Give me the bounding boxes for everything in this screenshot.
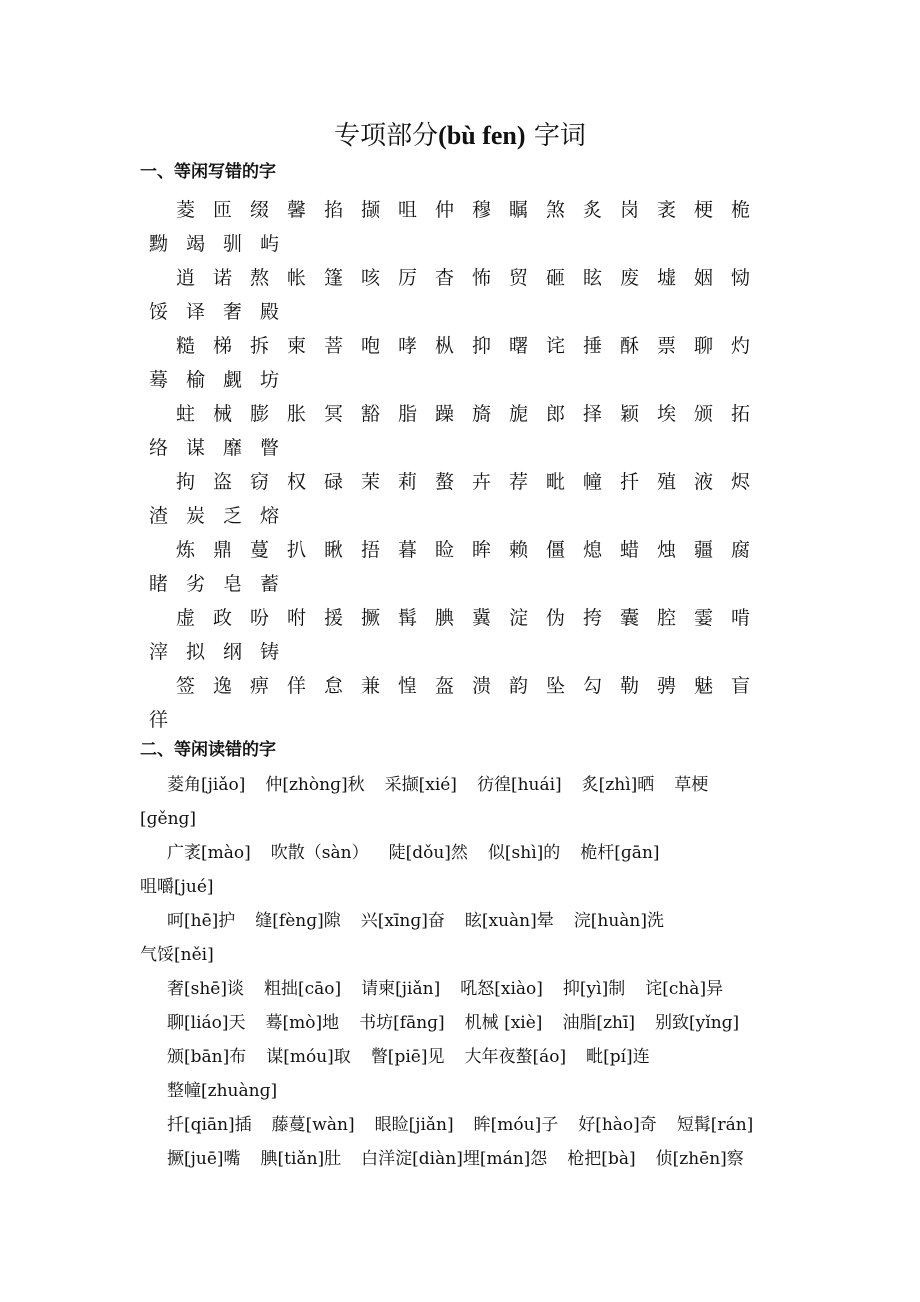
pinyin-item: 瞥[piē]见 bbox=[370, 1047, 445, 1067]
char-cell: 僵 bbox=[545, 539, 565, 561]
char-cell: 眩 bbox=[582, 267, 602, 289]
char-cell: 旎 bbox=[508, 403, 528, 425]
char-cell: 蓄 bbox=[259, 573, 279, 595]
char-cell: 莉 bbox=[397, 471, 417, 493]
char-cell: 脂 bbox=[397, 403, 417, 425]
char-cell: 铸 bbox=[259, 641, 279, 663]
char-cell: 拟 bbox=[185, 641, 205, 663]
pinyin-item: 缝[fènɡ]隙 bbox=[255, 911, 341, 931]
char-cell: 旖 bbox=[471, 403, 491, 425]
char-cell: 烬 bbox=[730, 471, 750, 493]
char-cell: 膨 bbox=[249, 403, 269, 425]
char-cell: 坊 bbox=[259, 369, 279, 391]
char-cell: 吩 bbox=[249, 607, 269, 629]
char-cell: 桅 bbox=[730, 199, 750, 221]
char-cell: 袤 bbox=[656, 199, 676, 221]
pinyin-item: 蓦[mò]地 bbox=[265, 1013, 340, 1033]
char-cell: 糙 bbox=[175, 335, 195, 357]
pinyin-item: 扦[qiān]插 bbox=[167, 1115, 252, 1135]
pinyin-item: 似[shì]的 bbox=[487, 843, 561, 863]
char-cell: 暮 bbox=[397, 539, 417, 561]
char-cell: 捂 bbox=[360, 539, 380, 561]
char-line bbox=[140, 635, 780, 669]
pinyin-item: 短髯[rán] bbox=[676, 1115, 754, 1135]
char-cell: 骋 bbox=[656, 675, 676, 697]
char-cell: 匝 bbox=[212, 199, 232, 221]
char-cell: 腆 bbox=[434, 607, 454, 629]
char-cell: 票 bbox=[656, 335, 676, 357]
char-cell: 啃 bbox=[730, 607, 750, 629]
char-line bbox=[140, 533, 780, 567]
char-cell: 厉 bbox=[397, 267, 417, 289]
char-cell: 炭 bbox=[185, 505, 205, 527]
char-line bbox=[140, 227, 780, 261]
char-cell: 虚 bbox=[175, 607, 195, 629]
char-cell: 谋 bbox=[185, 437, 205, 459]
pinyin-item: 奢[shē]谈 bbox=[167, 979, 244, 999]
pinyin-item: 吼怒[xiào] bbox=[460, 979, 543, 999]
pinyin-item: 白洋淀[diàn]埋[mán]怨 bbox=[361, 1149, 548, 1169]
char-cell: 诺 bbox=[212, 267, 232, 289]
char-cell: 皂 bbox=[222, 573, 242, 595]
pinyin-line bbox=[140, 1040, 790, 1074]
char-cell: 颖 bbox=[619, 403, 639, 425]
char-cell: 馁 bbox=[148, 301, 168, 323]
char-cell: 帐 bbox=[286, 267, 306, 289]
pinyin-item: 侦[zhēn]察 bbox=[655, 1149, 744, 1169]
char-line bbox=[140, 431, 780, 465]
char-cell: 拓 bbox=[730, 403, 750, 425]
pinyin-item: 兴[xīnɡ]奋 bbox=[360, 911, 445, 931]
char-cell: 窃 bbox=[249, 471, 269, 493]
char-cell: 卉 bbox=[471, 471, 491, 493]
page-title bbox=[0, 118, 920, 154]
char-cell: 蜡 bbox=[619, 539, 639, 561]
char-cell: 腐 bbox=[730, 539, 750, 561]
pinyin-item: 眩[xuàn]晕 bbox=[464, 911, 554, 931]
pinyin-item: 整幢[zhuànɡ] bbox=[167, 1081, 278, 1101]
char-cell: 菩 bbox=[323, 335, 343, 357]
pinyin-item: 草梗 bbox=[674, 775, 709, 795]
char-cell: 腔 bbox=[656, 607, 676, 629]
char-cell: 盲 bbox=[730, 675, 750, 697]
pinyin-item: [ɡěnɡ] bbox=[140, 809, 197, 829]
char-cell: 痹 bbox=[249, 675, 269, 697]
char-cell: 疆 bbox=[693, 539, 713, 561]
char-cell: 殿 bbox=[259, 301, 279, 323]
char-cell: 咐 bbox=[286, 607, 306, 629]
pinyin-line bbox=[140, 836, 790, 870]
pinyin-line bbox=[140, 1006, 790, 1040]
pinyin-item: 粗拙[cāo] bbox=[264, 979, 342, 999]
char-cell: 盗 bbox=[212, 471, 232, 493]
char-cell: 勾 bbox=[582, 675, 602, 697]
char-cell: 瞅 bbox=[323, 539, 343, 561]
char-cell: 驯 bbox=[222, 233, 242, 255]
section2-pinyin-list bbox=[140, 768, 790, 1176]
char-cell: 螯 bbox=[434, 471, 454, 493]
pinyin-item: 颁[bān]布 bbox=[167, 1047, 247, 1067]
char-cell: 撅 bbox=[360, 607, 380, 629]
pinyin-item: 油脂[zhī] bbox=[562, 1013, 636, 1033]
pinyin-item: 炙[zhì]晒 bbox=[581, 775, 655, 795]
char-cell: 觑 bbox=[222, 369, 242, 391]
char-cell: 熄 bbox=[582, 539, 602, 561]
char-cell: 烛 bbox=[656, 539, 676, 561]
char-cell: 兼 bbox=[360, 675, 380, 697]
pinyin-item: 桅杆[ɡān] bbox=[580, 843, 660, 863]
char-cell: 魅 bbox=[693, 675, 713, 697]
pinyin-item: 毗[pí]连 bbox=[586, 1047, 650, 1067]
char-cell: 仲 bbox=[434, 199, 454, 221]
char-cell: 靡 bbox=[222, 437, 242, 459]
pinyin-item: 吹散（sàn） bbox=[270, 843, 369, 863]
title-pinyin: (bù fen) bbox=[438, 121, 526, 150]
char-cell: 幢 bbox=[582, 471, 602, 493]
char-cell: 械 bbox=[212, 403, 232, 425]
pinyin-item: 书坊[fānɡ] bbox=[359, 1013, 445, 1033]
char-cell: 瞥 bbox=[259, 437, 279, 459]
char-cell: 络 bbox=[148, 437, 168, 459]
char-cell: 徉 bbox=[148, 709, 168, 731]
pinyin-item: 腆[tiǎn]肚 bbox=[260, 1149, 342, 1169]
char-cell: 政 bbox=[212, 607, 232, 629]
char-cell: 盔 bbox=[434, 675, 454, 697]
char-cell: 恸 bbox=[730, 267, 750, 289]
pinyin-item: 仲[zhònɡ]秋 bbox=[265, 775, 365, 795]
title-cjk-part-b: 字词 bbox=[533, 121, 586, 151]
pinyin-item: 浣[huàn]洗 bbox=[573, 911, 664, 931]
section2-heading: 二、等闲读错的字 bbox=[140, 740, 276, 760]
char-cell: 殖 bbox=[656, 471, 676, 493]
pinyin-item: 呵[hē]护 bbox=[167, 911, 236, 931]
char-line bbox=[140, 465, 780, 499]
char-cell: 拆 bbox=[249, 335, 269, 357]
pinyin-line bbox=[140, 1074, 790, 1108]
char-cell: 熔 bbox=[259, 505, 279, 527]
char-cell: 竭 bbox=[185, 233, 205, 255]
pinyin-line bbox=[140, 938, 790, 972]
char-cell: 冀 bbox=[471, 607, 491, 629]
char-cell: 权 bbox=[286, 471, 306, 493]
char-cell: 液 bbox=[693, 471, 713, 493]
char-cell: 熬 bbox=[249, 267, 269, 289]
char-cell: 逸 bbox=[212, 675, 232, 697]
pinyin-item: 采撷[xié] bbox=[384, 775, 457, 795]
char-cell: 郎 bbox=[545, 403, 565, 425]
char-cell: 囊 bbox=[619, 607, 639, 629]
pinyin-line bbox=[140, 768, 790, 802]
char-cell: 勒 bbox=[619, 675, 639, 697]
char-cell: 梗 bbox=[693, 199, 713, 221]
char-cell: 蔓 bbox=[249, 539, 269, 561]
char-cell: 榆 bbox=[185, 369, 205, 391]
char-cell: 冥 bbox=[323, 403, 343, 425]
char-line bbox=[140, 397, 780, 431]
pinyin-item: 眼睑[jiǎn] bbox=[374, 1115, 454, 1135]
char-cell: 佯 bbox=[286, 675, 306, 697]
pinyin-item: 大年夜螯[áo] bbox=[464, 1047, 567, 1067]
char-cell: 伪 bbox=[545, 607, 565, 629]
char-cell: 梯 bbox=[212, 335, 232, 357]
char-cell: 瞩 bbox=[508, 199, 528, 221]
pinyin-item: 广袤[mào] bbox=[167, 843, 251, 863]
char-cell: 荐 bbox=[508, 471, 528, 493]
char-cell: 掐 bbox=[323, 199, 343, 221]
char-cell: 贸 bbox=[508, 267, 528, 289]
pinyin-item: 气馁[něi] bbox=[140, 945, 214, 965]
char-cell: 茉 bbox=[360, 471, 380, 493]
char-line bbox=[140, 295, 780, 329]
pinyin-item: 菱角[jiǎo] bbox=[167, 775, 246, 795]
char-cell: 霎 bbox=[693, 607, 713, 629]
char-cell: 砸 bbox=[545, 267, 565, 289]
char-cell: 躁 bbox=[434, 403, 454, 425]
char-cell: 淀 bbox=[508, 607, 528, 629]
char-cell: 墟 bbox=[656, 267, 676, 289]
char-cell: 译 bbox=[185, 301, 205, 323]
char-cell: 鼎 bbox=[212, 539, 232, 561]
char-cell: 择 bbox=[582, 403, 602, 425]
char-cell: 怠 bbox=[323, 675, 343, 697]
pinyin-item: 请柬[jiǎn] bbox=[361, 979, 441, 999]
char-cell: 纲 bbox=[222, 641, 242, 663]
pinyin-item: 枪把[bà] bbox=[567, 1149, 636, 1169]
char-cell: 韵 bbox=[508, 675, 528, 697]
char-cell: 颁 bbox=[693, 403, 713, 425]
char-line bbox=[140, 193, 780, 227]
char-cell: 逍 bbox=[175, 267, 195, 289]
char-line bbox=[140, 363, 780, 397]
char-cell: 穆 bbox=[471, 199, 491, 221]
char-cell: 扒 bbox=[286, 539, 306, 561]
pinyin-line bbox=[140, 802, 790, 836]
char-cell: 乏 bbox=[222, 505, 242, 527]
char-cell: 蛀 bbox=[175, 403, 195, 425]
char-cell: 哮 bbox=[397, 335, 417, 357]
pinyin-line bbox=[140, 1142, 790, 1176]
char-cell: 杳 bbox=[434, 267, 454, 289]
char-cell: 岗 bbox=[619, 199, 639, 221]
pinyin-line bbox=[140, 904, 790, 938]
char-cell: 姻 bbox=[693, 267, 713, 289]
pinyin-item: 抑[yì]制 bbox=[562, 979, 626, 999]
pinyin-item: 彷徨[huái] bbox=[476, 775, 562, 795]
pinyin-line bbox=[140, 870, 790, 904]
char-cell: 屿 bbox=[259, 233, 279, 255]
char-cell: 睹 bbox=[148, 573, 168, 595]
pinyin-item: 陡[dǒu]然 bbox=[388, 843, 468, 863]
char-cell: 滓 bbox=[148, 641, 168, 663]
pinyin-item: 好[hào]奇 bbox=[578, 1115, 657, 1135]
char-cell: 溃 bbox=[471, 675, 491, 697]
char-cell: 废 bbox=[619, 267, 639, 289]
pinyin-item: 藤蔓[wàn] bbox=[271, 1115, 355, 1135]
char-line bbox=[140, 601, 780, 635]
char-cell: 碌 bbox=[323, 471, 343, 493]
char-cell: 渣 bbox=[148, 505, 168, 527]
pinyin-item: 眸[móu]子 bbox=[473, 1115, 559, 1135]
char-cell: 豁 bbox=[360, 403, 380, 425]
char-cell: 馨 bbox=[286, 199, 306, 221]
char-cell: 胀 bbox=[286, 403, 306, 425]
char-line bbox=[140, 261, 780, 295]
char-cell: 炼 bbox=[175, 539, 195, 561]
char-line bbox=[140, 669, 780, 703]
char-cell: 咆 bbox=[360, 335, 380, 357]
char-cell: 酥 bbox=[619, 335, 639, 357]
char-cell: 缀 bbox=[249, 199, 269, 221]
char-cell: 髯 bbox=[397, 607, 417, 629]
char-cell: 炙 bbox=[582, 199, 602, 221]
pinyin-item: 聊[liáo]天 bbox=[167, 1013, 246, 1033]
char-line bbox=[140, 499, 780, 533]
char-cell: 扦 bbox=[619, 471, 639, 493]
char-cell: 挎 bbox=[582, 607, 602, 629]
title-cjk-part-a: 专项部分 bbox=[334, 121, 439, 151]
char-cell: 咳 bbox=[360, 267, 380, 289]
pinyin-item: 咀嚼[jué] bbox=[140, 877, 214, 897]
char-cell: 睑 bbox=[434, 539, 454, 561]
pinyin-line bbox=[140, 1108, 790, 1142]
char-cell: 签 bbox=[175, 675, 195, 697]
char-cell: 坠 bbox=[545, 675, 565, 697]
pinyin-line bbox=[140, 972, 790, 1006]
char-cell: 煞 bbox=[545, 199, 565, 221]
pinyin-item: 诧[chà]异 bbox=[645, 979, 724, 999]
char-cell: 撷 bbox=[360, 199, 380, 221]
char-cell: 捶 bbox=[582, 335, 602, 357]
section1-char-grid bbox=[140, 193, 780, 737]
char-cell: 篷 bbox=[323, 267, 343, 289]
char-cell: 惶 bbox=[397, 675, 417, 697]
char-cell: 拘 bbox=[175, 471, 195, 493]
char-cell: 援 bbox=[323, 607, 343, 629]
char-cell: 抑 bbox=[471, 335, 491, 357]
char-cell: 诧 bbox=[545, 335, 565, 357]
char-cell: 灼 bbox=[730, 335, 750, 357]
char-line bbox=[140, 703, 780, 737]
char-cell: 劣 bbox=[185, 573, 205, 595]
pinyin-item: 谋[móu]取 bbox=[266, 1047, 351, 1067]
char-cell: 蓦 bbox=[148, 369, 168, 391]
char-cell: 黝 bbox=[148, 233, 168, 255]
char-cell: 眸 bbox=[471, 539, 491, 561]
char-line bbox=[140, 567, 780, 601]
pinyin-item: 撅[juē]嘴 bbox=[167, 1149, 241, 1169]
char-cell: 咀 bbox=[397, 199, 417, 221]
char-cell: 菱 bbox=[175, 199, 195, 221]
char-cell: 毗 bbox=[545, 471, 565, 493]
char-cell: 奢 bbox=[222, 301, 242, 323]
pinyin-item: 机械 [xiè] bbox=[464, 1013, 543, 1033]
char-cell: 枞 bbox=[434, 335, 454, 357]
char-cell: 赖 bbox=[508, 539, 528, 561]
section1-heading: 一、等闲写错的字 bbox=[140, 162, 276, 182]
char-cell: 埃 bbox=[656, 403, 676, 425]
char-cell: 曙 bbox=[508, 335, 528, 357]
pinyin-item: 别致[yǐnɡ] bbox=[655, 1013, 740, 1033]
char-cell: 柬 bbox=[286, 335, 306, 357]
char-cell: 聊 bbox=[693, 335, 713, 357]
char-cell: 怖 bbox=[471, 267, 491, 289]
char-line bbox=[140, 329, 780, 363]
